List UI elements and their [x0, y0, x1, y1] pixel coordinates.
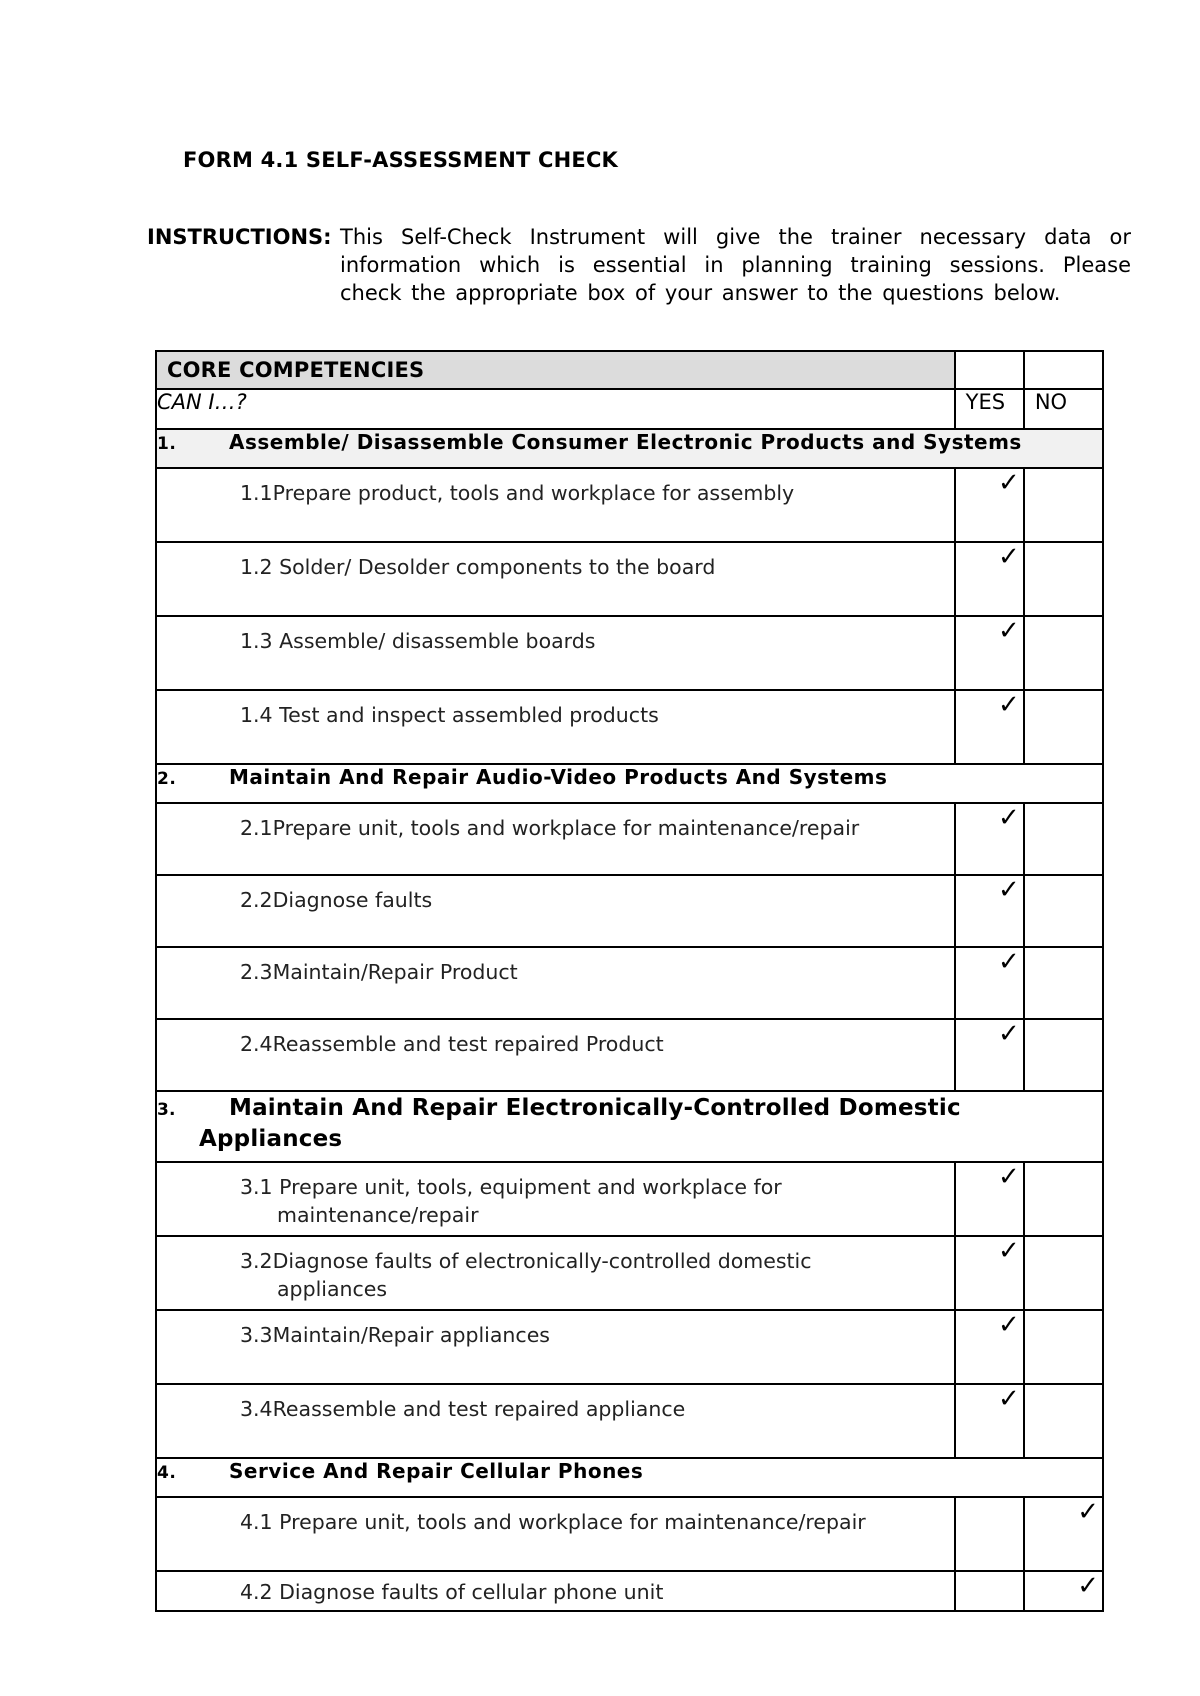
- competency-row: [156, 1497, 1103, 1571]
- checkmark-icon: ✓: [998, 1019, 1020, 1049]
- yes-checkbox-cell[interactable]: [955, 1019, 1024, 1091]
- competency-item: [156, 542, 955, 616]
- yes-checkbox-cell[interactable]: [955, 690, 1024, 764]
- no-checkbox-cell[interactable]: [1024, 1384, 1103, 1458]
- self-assessment-table: [155, 350, 1104, 1612]
- category-cell: [156, 1091, 1103, 1162]
- competency-text: 2.1Prepare unit, tools and workplace for maintenance/repair: [240, 816, 860, 840]
- no-checkbox-cell[interactable]: [1024, 1019, 1103, 1091]
- competency-row: [156, 1384, 1103, 1458]
- checkmark-icon: ✓: [998, 542, 1020, 572]
- competency-item: [156, 1310, 955, 1384]
- no-column-header: NO: [1024, 389, 1103, 429]
- instructions-colon: :: [323, 225, 332, 249]
- competency-text: 1.1Prepare product, tools and workplace for assembly: [240, 481, 795, 505]
- no-checkbox-cell[interactable]: [1024, 1310, 1103, 1384]
- checkmark-icon: ✓: [1077, 1571, 1099, 1601]
- competency-row: [156, 616, 1103, 690]
- category-number: 4.: [157, 1463, 177, 1483]
- category-title: Service And Repair Cellular Phones: [229, 1459, 644, 1483]
- checkmark-icon: ✓: [998, 1384, 1020, 1414]
- category-cell: [156, 764, 1103, 803]
- competency-row: [156, 1019, 1103, 1091]
- competency-text-continued: appliances: [277, 1277, 388, 1301]
- no-checkbox-cell[interactable]: [1024, 690, 1103, 764]
- checkmark-icon: ✓: [998, 1162, 1020, 1192]
- no-checkbox-cell[interactable]: [1024, 875, 1103, 947]
- competency-text: 1.3 Assemble/ disassemble boards: [240, 629, 596, 653]
- yes-checkbox-cell[interactable]: [955, 542, 1024, 616]
- instructions-block: [147, 223, 1131, 307]
- can-i-header-row: [156, 389, 1103, 429]
- competency-item: [156, 468, 955, 542]
- competency-item: [156, 947, 955, 1019]
- competency-item: [156, 690, 955, 764]
- competency-row: [156, 1162, 1103, 1236]
- no-checkbox-cell[interactable]: [1024, 542, 1103, 616]
- yes-checkbox-cell[interactable]: [955, 947, 1024, 1019]
- checkmark-icon: ✓: [1077, 1497, 1099, 1527]
- yes-checkbox-cell[interactable]: [955, 1384, 1024, 1458]
- instructions-label-text: INSTRUCTIONS: [147, 225, 324, 249]
- competency-item: [156, 1384, 955, 1458]
- competency-text: 3.3Maintain/Repair appliances: [240, 1323, 550, 1347]
- no-checkbox-cell[interactable]: [1024, 1497, 1103, 1571]
- header-blank-yes: [955, 351, 1024, 389]
- competency-item: [156, 1019, 955, 1091]
- category-cell: [156, 1458, 1103, 1497]
- competency-text: 1.2 Solder/ Desolder components to the board: [240, 555, 716, 579]
- competency-text-continued: maintenance/repair: [277, 1203, 479, 1227]
- yes-checkbox-cell[interactable]: [955, 803, 1024, 875]
- category-title: Assemble/ Disassemble Consumer Electronic Products and Systems: [229, 430, 1022, 454]
- competency-row: [156, 803, 1103, 875]
- competency-row: [156, 690, 1103, 764]
- competency-item: [156, 1162, 955, 1236]
- competency-item: [156, 803, 955, 875]
- yes-checkbox-cell[interactable]: [955, 1497, 1024, 1571]
- competency-row: [156, 1236, 1103, 1310]
- competency-text: 2.4Reassemble and test repaired Product: [240, 1032, 664, 1056]
- checkmark-icon: ✓: [998, 690, 1020, 720]
- yes-checkbox-cell[interactable]: [955, 468, 1024, 542]
- no-checkbox-cell[interactable]: [1024, 616, 1103, 690]
- no-checkbox-cell[interactable]: [1024, 947, 1103, 1019]
- competency-text: 3.4Reassemble and test repaired appliance: [240, 1397, 686, 1421]
- competency-row: [156, 468, 1103, 542]
- competency-text: 4.1 Prepare unit, tools and workplace for maintenance/repair: [240, 1510, 866, 1534]
- competency-item: [156, 616, 955, 690]
- yes-checkbox-cell[interactable]: [955, 1571, 1024, 1611]
- instructions-label: [147, 223, 332, 251]
- checkmark-icon: ✓: [998, 1236, 1020, 1266]
- yes-checkbox-cell[interactable]: [955, 1236, 1024, 1310]
- no-checkbox-cell[interactable]: [1024, 1236, 1103, 1310]
- yes-checkbox-cell[interactable]: [955, 1310, 1024, 1384]
- yes-column-header: YES: [955, 389, 1024, 429]
- category-title-continued: Appliances: [199, 1126, 343, 1152]
- category-number: 2.: [157, 769, 177, 789]
- category-cell: [156, 429, 1103, 468]
- competency-row: [156, 1310, 1103, 1384]
- category-number: 1.: [157, 434, 177, 454]
- checkmark-icon: ✓: [998, 875, 1020, 905]
- competency-item: [156, 1497, 955, 1571]
- category-number: 3.: [157, 1100, 176, 1120]
- checkmark-icon: ✓: [998, 468, 1020, 498]
- yes-checkbox-cell[interactable]: [955, 616, 1024, 690]
- competency-row: [156, 875, 1103, 947]
- can-i-label: CAN I…?: [156, 389, 955, 429]
- no-checkbox-cell[interactable]: [1024, 803, 1103, 875]
- form-title: FORM 4.1 SELF-ASSESSMENT CHECK: [183, 148, 619, 172]
- competency-row: [156, 542, 1103, 616]
- checkmark-icon: ✓: [998, 803, 1020, 833]
- core-competencies-header: CORE COMPETENCIES: [156, 351, 955, 389]
- checkmark-icon: ✓: [998, 947, 1020, 977]
- category-title: Maintain And Repair Electronically-Controlled Domestic: [229, 1095, 961, 1121]
- competency-text: 4.2 Diagnose faults of cellular phone unit: [240, 1580, 664, 1604]
- no-checkbox-cell[interactable]: [1024, 1571, 1103, 1611]
- category-title: Maintain And Repair Audio-Video Products And Systems: [229, 765, 888, 789]
- competency-text: 3.1 Prepare unit, tools, equipment and workplace for: [240, 1175, 782, 1199]
- instructions-text: This Self-Check Instrument will give the trainer necessary data or information which is essential in planning training sessions. Please check the appropriate box of your answer to the questions below.: [340, 225, 1131, 305]
- competency-item: [156, 875, 955, 947]
- competency-row: [156, 1571, 1103, 1611]
- competency-text: 2.3Maintain/Repair Product: [240, 960, 518, 984]
- category-row: [156, 764, 1103, 803]
- category-row: [156, 1458, 1103, 1497]
- competency-text: 1.4 Test and inspect assembled products: [240, 703, 659, 727]
- checkmark-icon: ✓: [998, 616, 1020, 646]
- yes-checkbox-cell[interactable]: [955, 875, 1024, 947]
- category-row: [156, 429, 1103, 468]
- category-row: [156, 1091, 1103, 1162]
- competency-text: 3.2Diagnose faults of electronically-controlled domestic: [240, 1249, 812, 1273]
- competency-item: [156, 1571, 955, 1611]
- core-competencies-header-row: [156, 351, 1103, 389]
- no-checkbox-cell[interactable]: [1024, 468, 1103, 542]
- checkmark-icon: ✓: [998, 1310, 1020, 1340]
- no-checkbox-cell[interactable]: [1024, 1162, 1103, 1236]
- competency-item: [156, 1236, 955, 1310]
- competency-row: [156, 947, 1103, 1019]
- yes-checkbox-cell[interactable]: [955, 1162, 1024, 1236]
- competency-text: 2.2Diagnose faults: [240, 888, 433, 912]
- header-blank-no: [1024, 351, 1103, 389]
